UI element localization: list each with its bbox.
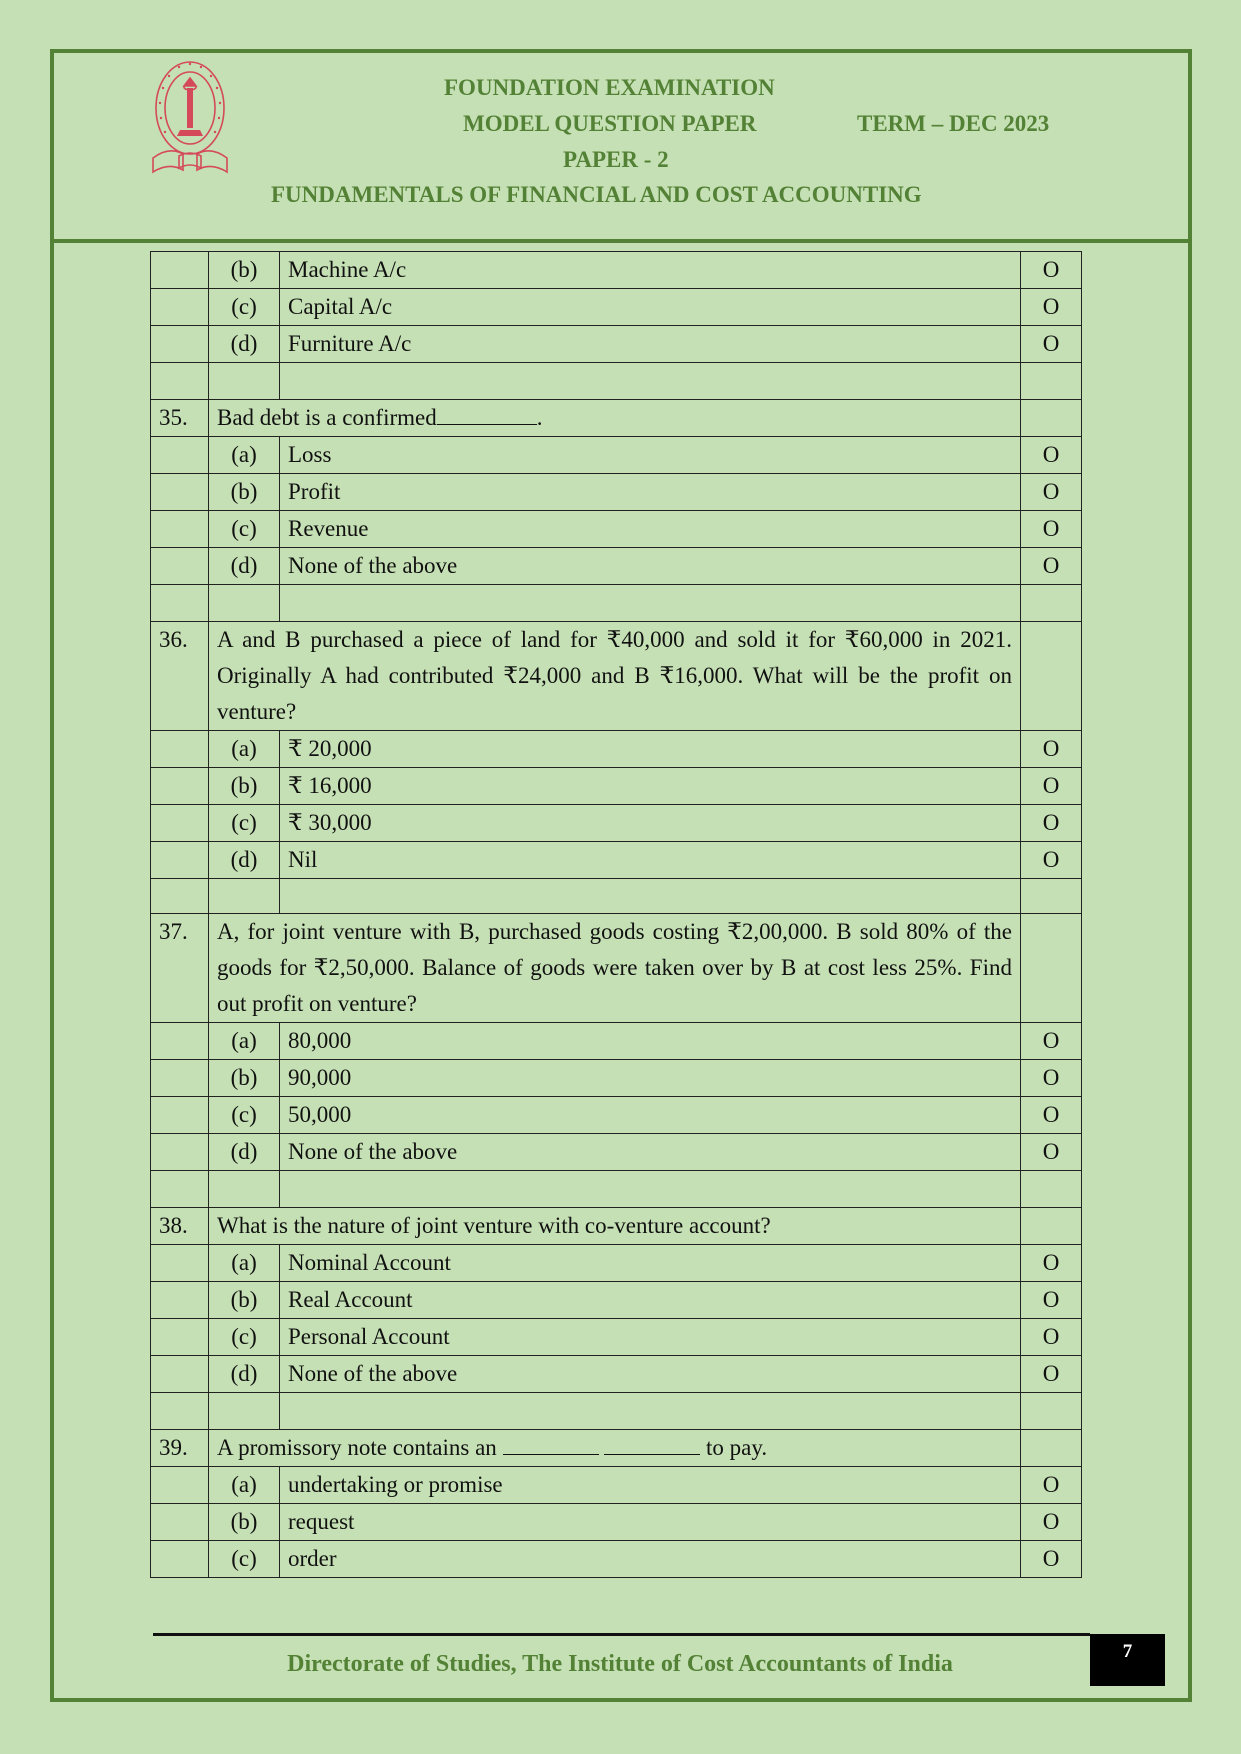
answer-circle[interactable]: O (1021, 474, 1082, 511)
answer-circle[interactable]: O (1021, 1541, 1082, 1578)
option-text: Real Account (280, 1282, 1021, 1319)
option-text: 90,000 (280, 1060, 1021, 1097)
option-text: Personal Account (280, 1319, 1021, 1356)
option-row (151, 842, 1082, 879)
question-number: 38. (151, 1208, 209, 1245)
option-label: (a) (209, 1245, 280, 1282)
option-label: (d) (209, 326, 280, 363)
option-row (151, 474, 1082, 511)
question-text: Bad debt is a confirmed . (209, 400, 1021, 437)
answer-circle[interactable]: O (1021, 1097, 1082, 1134)
question-text: A promissory note contains an to pay. (209, 1430, 1021, 1467)
option-text: undertaking or promise (280, 1467, 1021, 1504)
option-row (151, 1134, 1082, 1171)
question-row (151, 1208, 1082, 1245)
question-number: 36. (151, 622, 209, 731)
question-text: A and B purchased a piece of land for ₹40,000 and sold it for ₹60,000 in 2021. Originally A had contributed ₹24,000 and B ₹16,000. What will be the profit on venture? (209, 622, 1021, 731)
option-text: ₹ 30,000 (280, 805, 1021, 842)
option-text: Machine A/c (280, 252, 1021, 289)
question-text: What is the nature of joint venture with co-venture account? (209, 1208, 1021, 1245)
page-header (54, 53, 1188, 243)
answer-circle[interactable]: O (1021, 1282, 1082, 1319)
question-number: 37. (151, 914, 209, 1023)
answer-circle[interactable]: O (1021, 768, 1082, 805)
question-table (150, 251, 1082, 1578)
option-text: Capital A/c (280, 289, 1021, 326)
option-label: (b) (209, 474, 280, 511)
answer-circle[interactable]: O (1021, 511, 1082, 548)
question-row (151, 1430, 1082, 1467)
option-row (151, 1467, 1082, 1504)
answer-circle[interactable]: O (1021, 289, 1082, 326)
answer-circle[interactable]: O (1021, 1245, 1082, 1282)
option-row (151, 511, 1082, 548)
question-number: 35. (151, 400, 209, 437)
option-row (151, 252, 1082, 289)
option-text: Furniture A/c (280, 326, 1021, 363)
option-label: (c) (209, 1541, 280, 1578)
option-row (151, 1245, 1082, 1282)
answer-circle[interactable]: O (1021, 548, 1082, 585)
option-label: (a) (209, 437, 280, 474)
answer-blank (503, 1432, 599, 1455)
answer-circle[interactable]: O (1021, 805, 1082, 842)
option-text: None of the above (280, 1356, 1021, 1393)
option-label: (c) (209, 1319, 280, 1356)
exam-title: FOUNDATION EXAMINATION (444, 75, 775, 100)
answer-circle[interactable]: O (1021, 1060, 1082, 1097)
answer-blank (604, 1432, 700, 1455)
option-label: (c) (209, 511, 280, 548)
option-row (151, 1023, 1082, 1060)
option-text: request (280, 1504, 1021, 1541)
option-label: (a) (209, 731, 280, 768)
option-row (151, 289, 1082, 326)
option-row (151, 1282, 1082, 1319)
option-text: Nil (280, 842, 1021, 879)
answer-blank (437, 402, 537, 425)
option-label: (c) (209, 805, 280, 842)
spacer-row (151, 363, 1082, 400)
footer-divider (153, 1633, 1090, 1636)
option-label: (d) (209, 548, 280, 585)
subject-title: FUNDAMENTALS OF FINANCIAL AND COST ACCOUNTING (271, 182, 922, 207)
option-label: (c) (209, 289, 280, 326)
option-label: (b) (209, 1060, 280, 1097)
option-text: None of the above (280, 1134, 1021, 1171)
option-row (151, 731, 1082, 768)
option-row (151, 805, 1082, 842)
option-label: (a) (209, 1467, 280, 1504)
paper-type: MODEL QUESTION PAPER (463, 111, 757, 136)
answer-circle[interactable]: O (1021, 1356, 1082, 1393)
answer-circle[interactable]: O (1021, 437, 1082, 474)
question-row (151, 622, 1082, 731)
option-row (151, 326, 1082, 363)
option-row (151, 768, 1082, 805)
answer-circle[interactable]: O (1021, 1504, 1082, 1541)
option-label: (d) (209, 842, 280, 879)
question-row (151, 914, 1082, 1023)
option-text: order (280, 1541, 1021, 1578)
option-text: None of the above (280, 548, 1021, 585)
option-row (151, 1504, 1082, 1541)
answer-circle[interactable]: O (1021, 842, 1082, 879)
option-row (151, 1097, 1082, 1134)
option-row (151, 1541, 1082, 1578)
page-number: 7 (1090, 1634, 1165, 1686)
spacer-row (151, 1393, 1082, 1430)
spacer-row (151, 879, 1082, 914)
spacer-row (151, 585, 1082, 622)
option-text: ₹ 20,000 (280, 731, 1021, 768)
question-text: A, for joint venture with B, purchased goods costing ₹2,00,000. B sold 80% of the goods for ₹2,50,000. Balance of goods were taken over by B at cost less 25%. Find out profit on venture? (209, 914, 1021, 1023)
term-label: TERM – DEC 2023 (857, 111, 1050, 136)
answer-circle[interactable]: O (1021, 252, 1082, 289)
option-row (151, 1319, 1082, 1356)
option-text: 50,000 (280, 1097, 1021, 1134)
option-label: (c) (209, 1097, 280, 1134)
option-text: Revenue (280, 511, 1021, 548)
question-row (151, 400, 1082, 437)
question-number: 39. (151, 1430, 209, 1467)
institute-logo-icon (149, 58, 231, 186)
answer-circle[interactable]: O (1021, 1023, 1082, 1060)
option-text: Profit (280, 474, 1021, 511)
answer-circle[interactable]: O (1021, 1467, 1082, 1504)
option-label: (b) (209, 768, 280, 805)
answer-circle[interactable]: O (1021, 326, 1082, 363)
option-row (151, 1356, 1082, 1393)
answer-circle[interactable]: O (1021, 731, 1082, 768)
option-row (151, 548, 1082, 585)
option-label: (a) (209, 1023, 280, 1060)
answer-circle[interactable]: O (1021, 1134, 1082, 1171)
option-label: (d) (209, 1134, 280, 1171)
answer-circle[interactable]: O (1021, 1319, 1082, 1356)
option-text: ₹ 16,000 (280, 768, 1021, 805)
footer-text: Directorate of Studies, The Institute of Cost Accountants of India (287, 1651, 953, 1677)
option-text: 80,000 (280, 1023, 1021, 1060)
option-row (151, 437, 1082, 474)
option-text: Loss (280, 437, 1021, 474)
option-label: (b) (209, 252, 280, 289)
spacer-row (151, 1171, 1082, 1208)
paper-number: PAPER - 2 (563, 147, 669, 172)
option-text: Nominal Account (280, 1245, 1021, 1282)
option-label: (b) (209, 1504, 280, 1541)
option-label: (b) (209, 1282, 280, 1319)
option-label: (d) (209, 1356, 280, 1393)
option-row (151, 1060, 1082, 1097)
